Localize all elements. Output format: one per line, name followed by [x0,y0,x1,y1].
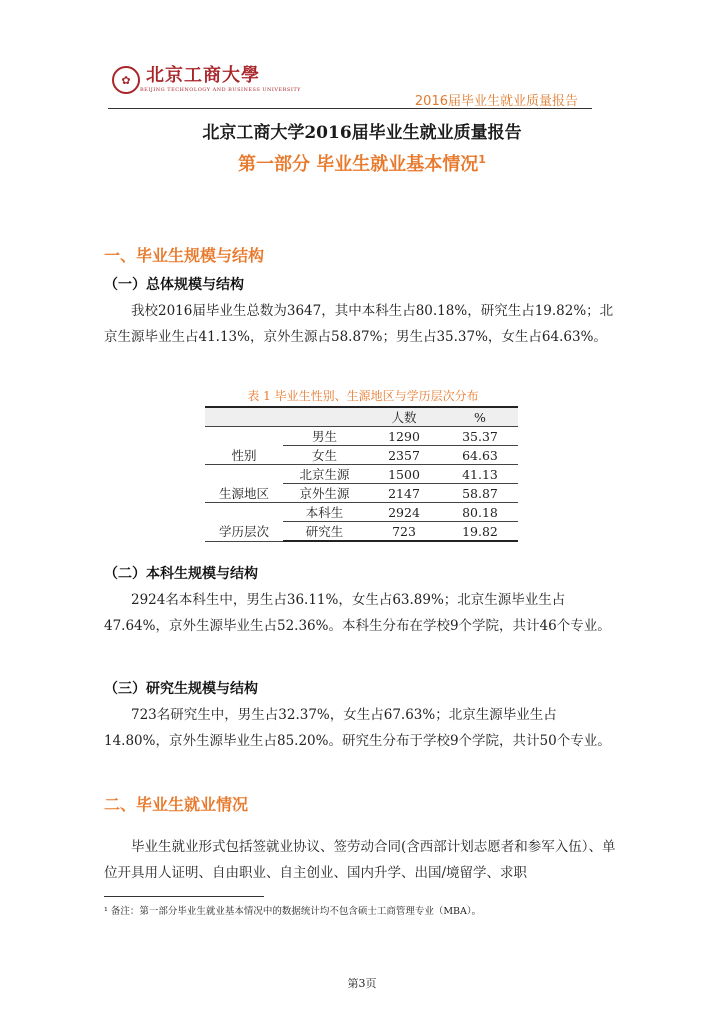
sub1-paragraph: 我校2016届毕业生总数为3647，其中本科生占80.18%，研究生占19.82%；北京生源毕业生占41.13%，京外生源占58.87%；男生占35.37%，女生占64.63%。 [104,303,614,345]
row-label: 研究生 [283,522,366,542]
row-percent: 80.18 [442,503,518,522]
distribution-table [205,406,518,542]
sub1-heading: （一）总体规模与结构 [104,277,244,293]
running-header-title: 2016届毕业生就业质量报告 [414,94,578,109]
table-row [205,446,518,465]
header-count: 人数 [366,407,442,427]
table-row [205,427,518,446]
row-percent: 41.13 [442,465,518,484]
university-seal-icon: ✿ [112,66,140,94]
row-label: 女生 [283,446,366,465]
row-count: 1500 [366,465,442,484]
sub3-paragraph: 723名研究生中，男生占32.37%，女生占67.63%；北京生源毕业生占14.80%，京外生源毕业生占85.20%。研究生分布于学校9个学院，共计50个专业。 [104,707,611,749]
part-title: 第一部分 毕业生就业基本情况$^1$ [238,153,486,175]
footnote: ¹ 备注：第一部分毕业生就业基本情况中的数据统计均不包含硕士工商管理专业（MBA）。 [104,906,482,917]
row-count: 2147 [366,484,442,503]
row-count: 2357 [366,446,442,465]
footnote-divider [104,896,264,897]
row-percent: 58.87 [442,484,518,503]
row-percent: 19.82 [442,522,518,542]
row-label: 京外生源 [283,484,366,503]
logo-subtitle: BEIJING TECHNOLOGY AND BUSINESS UNIVERSITY [140,87,301,93]
group-label: 生源地区 [205,484,283,503]
logo-text: 北京工商大學 [146,65,260,86]
row-label: 本科生 [283,503,366,522]
row-label: 北京生源 [283,465,366,484]
row-count: 723 [366,522,442,542]
table-caption: 表 1 毕业生性别、生源地区与学历层次分布 [247,389,479,403]
row-percent: 64.63 [442,446,518,465]
university-logo [112,66,301,94]
page-number: 第3页 [347,977,377,990]
row-percent: 35.37 [442,427,518,446]
row-label: 男生 [283,427,366,446]
sub2-heading: （二）本科生规模与结构 [104,566,258,582]
section2-heading: 二、毕业生就业情况 [104,795,249,814]
header-percent: % [442,407,518,427]
document-title: 北京工商大学2016届毕业生就业质量报告 [202,123,522,143]
section2-paragraph: 毕业生就业形式包括签就业协议、签劳动合同(含西部计划志愿者和参军入伍）、单位开具用人证明、自由职业、自主创业、国内升学、出国/境留学、求职 [104,839,616,881]
table-row [205,465,518,484]
section1-heading: 一、毕业生规模与结构 [104,246,265,265]
table-row [205,503,518,522]
group-label: 学历层次 [205,522,283,542]
table-row [205,484,518,503]
row-count: 2924 [366,503,442,522]
sub2-paragraph: 2924名本科生中，男生占36.11%，女生占63.89%；北京生源毕业生占47.64%，京外生源毕业生占52.36%。本科生分布在学校9个学院，共计46个专业。 [104,592,611,634]
table-header-row [205,407,518,427]
table-row [205,522,518,542]
row-count: 1290 [366,427,442,446]
header-divider [108,108,592,109]
sub3-heading: （三）研究生规模与结构 [104,681,258,697]
footnote-ref[interactable]: 1 [478,153,486,166]
group-label: 性别 [205,446,283,465]
